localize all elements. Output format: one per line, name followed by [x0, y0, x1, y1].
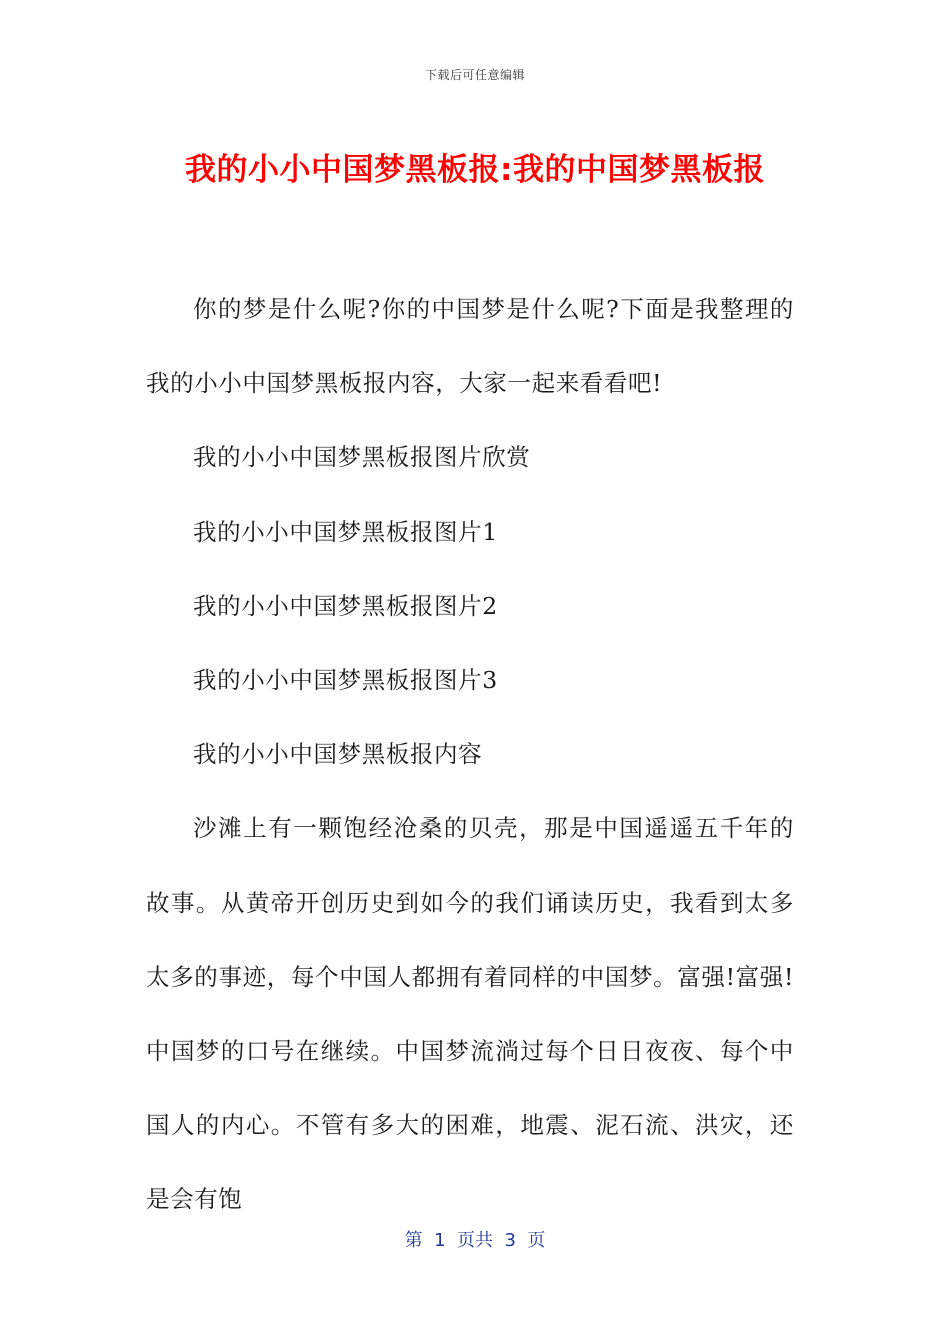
document-body [146, 272, 794, 1237]
page-number-footer: 第 1 页共 3 页 [404, 1230, 546, 1251]
paragraph-essay: 沙滩上有一颗饱经沧桑的贝壳，那是中国遥遥五千年的故事。从黄帝开创历史到如今的我们诵读历史，我看到太多太多的事迹，每个中国人都拥有着同样的中国梦。富强!富强!中国梦的口号在继续。中国梦流淌过每个日日夜夜、每个中国人的内心。不管有多大的困难，地震、泥石流、洪灾，还是会有饱 [146, 814, 794, 1214]
paragraph-gallery-heading: 我的小小中国梦黑板报图片欣赏 [193, 443, 531, 472]
paragraph-content-heading: 我的小小中国梦黑板报内容 [193, 740, 483, 769]
paragraph-image-caption-1: 我的小小中国梦黑板报图片1 [193, 517, 498, 546]
header-note: 下载后可任意编辑 [424, 68, 525, 82]
paragraph-image-caption-2: 我的小小中国梦黑板报图片2 [193, 591, 498, 620]
paragraph-image-caption-3: 我的小小中国梦黑板报图片3 [193, 666, 498, 695]
document-title: 我的小小中国梦黑板报:我的中国梦黑板报 [185, 152, 765, 188]
paragraph-intro: 你的梦是什么呢?你的中国梦是什么呢?下面是我整理的我的小小中国梦黑板报内容，大家一起来看看吧! [146, 295, 794, 398]
